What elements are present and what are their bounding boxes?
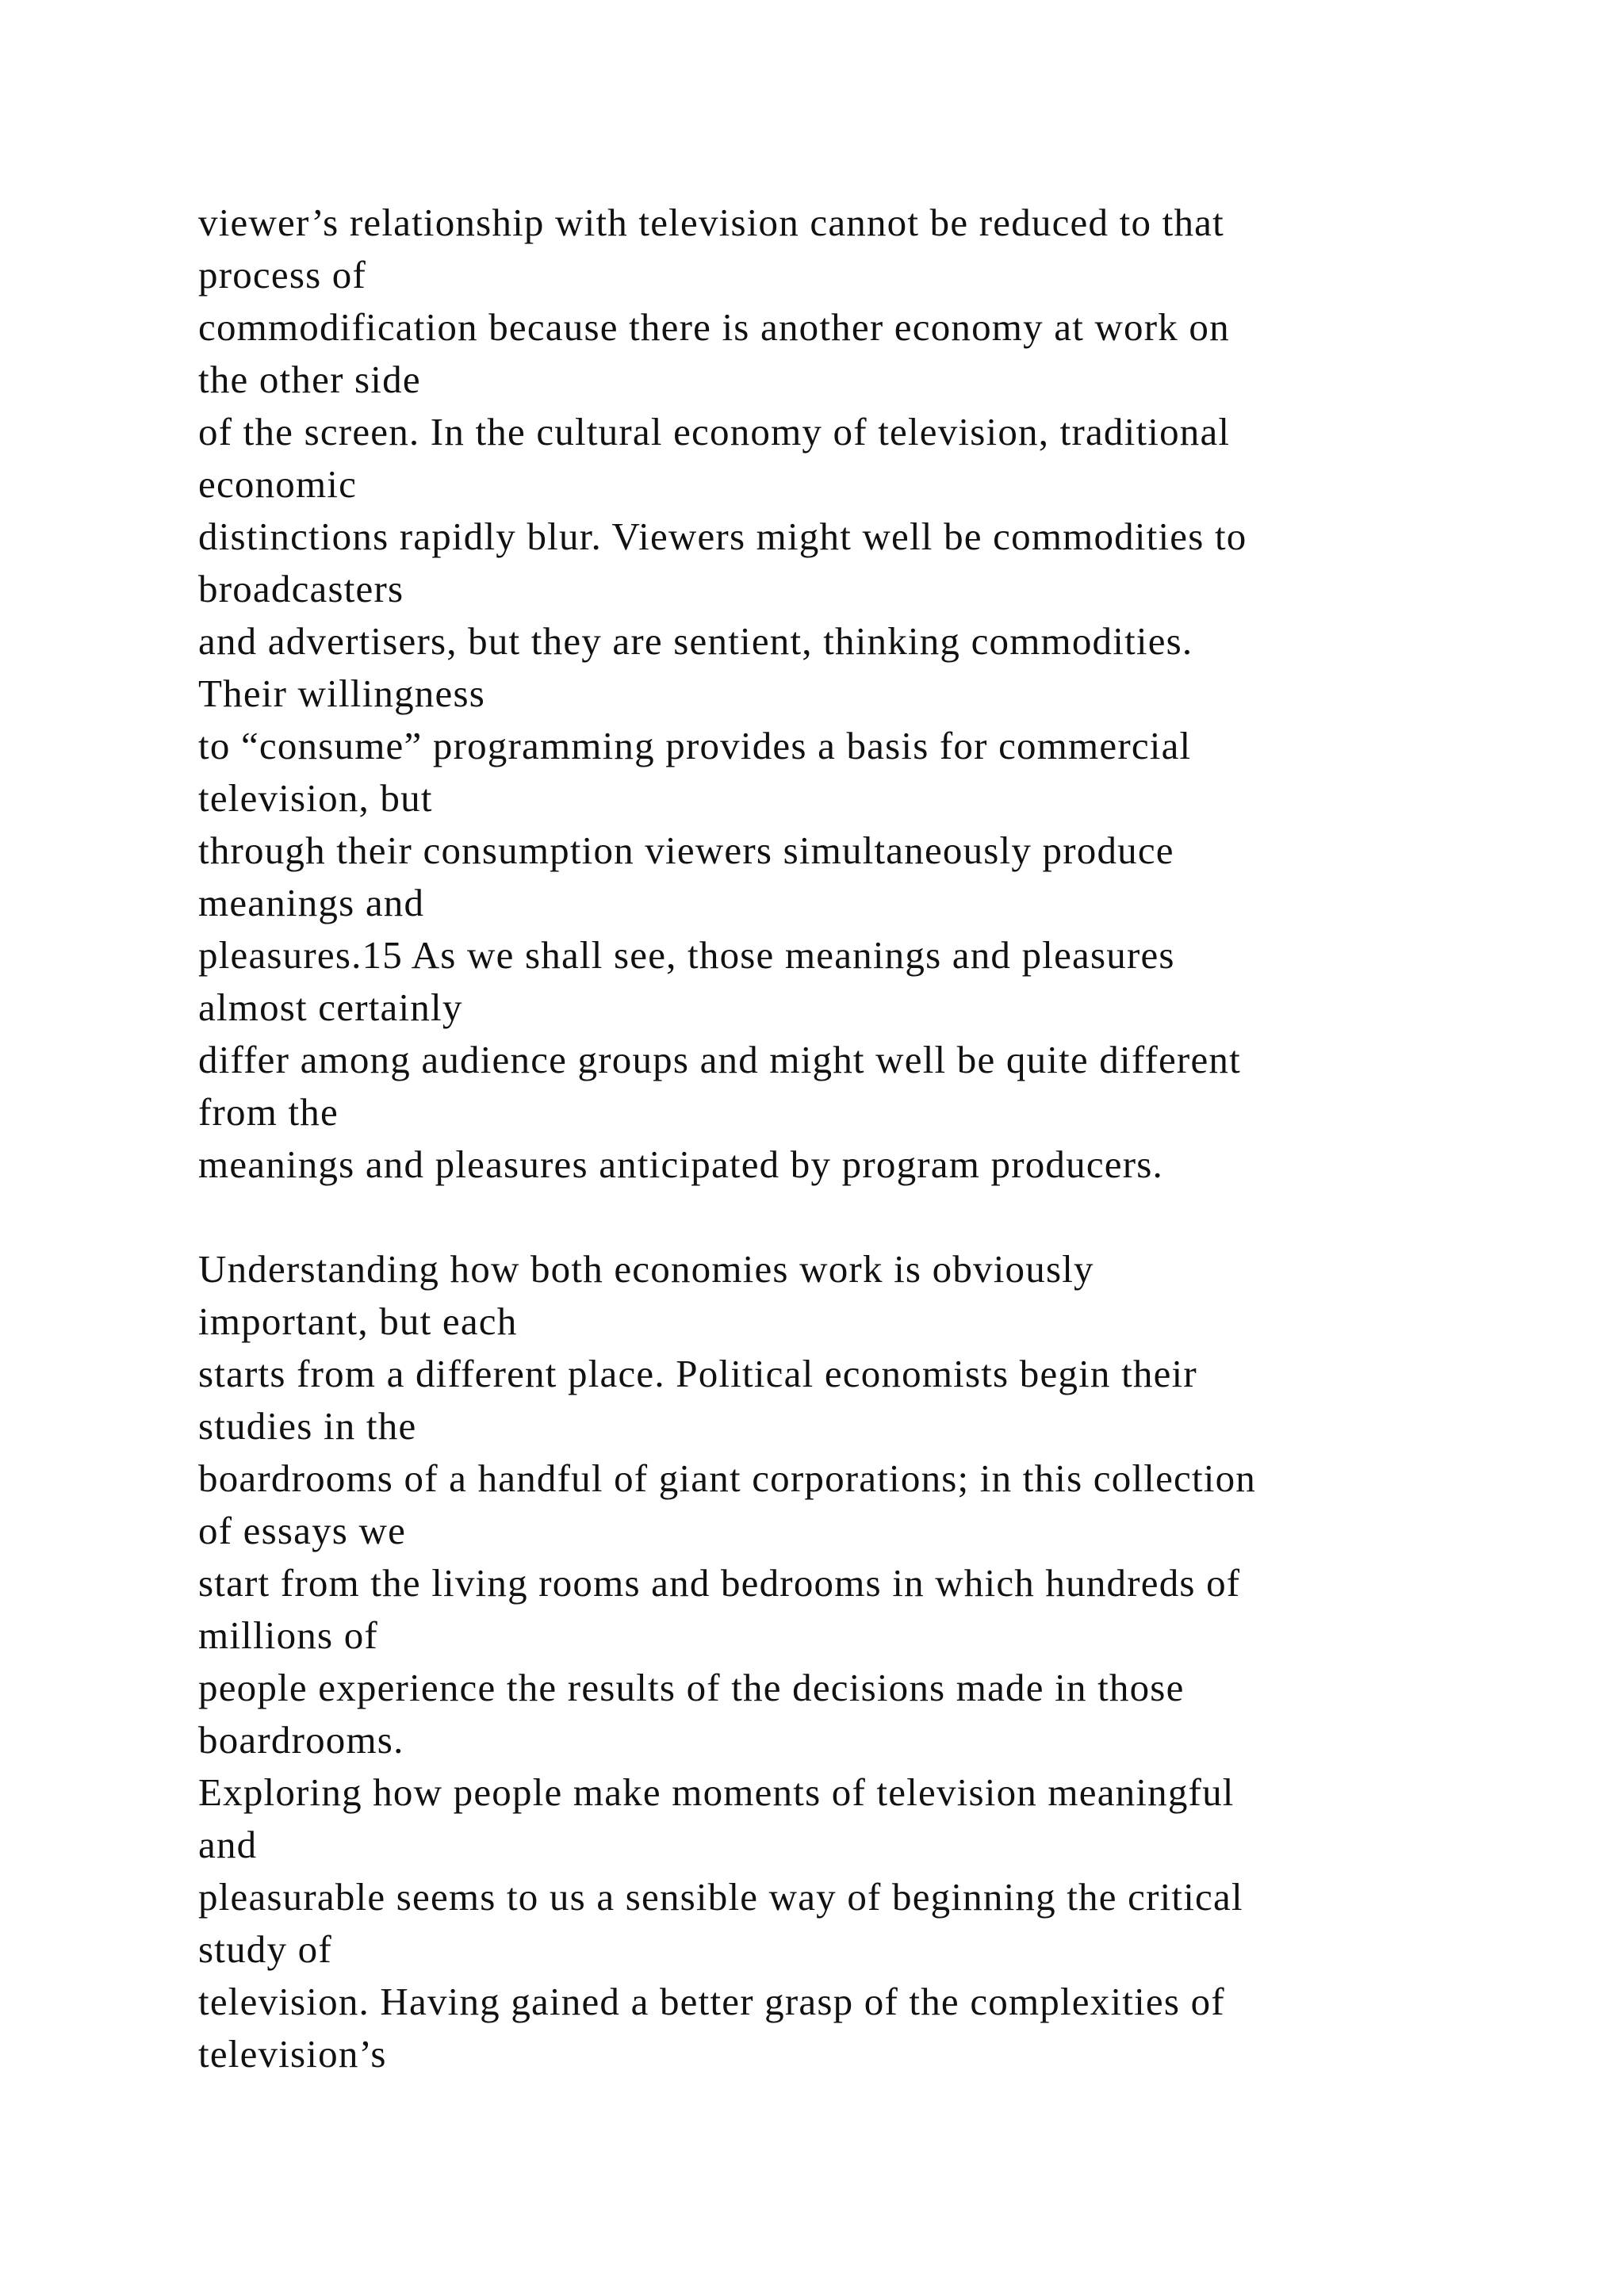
text-line: economic	[198, 462, 358, 506]
text-line: distinctions rapidly blur. Viewers might well be commodities to	[198, 515, 1247, 558]
text-line: from the	[198, 1090, 339, 1134]
text-line: of essays we	[198, 1509, 407, 1552]
text-line: process of	[198, 253, 367, 297]
text-line: television’s	[198, 2032, 387, 2076]
text-line: Their willingness	[198, 672, 485, 715]
paragraph-1	[198, 197, 1546, 1191]
text-line: television. Having gained a better grasp of the complexities of	[198, 1980, 1225, 2023]
text-line: starts from a different place. Political economists begin their	[198, 1352, 1197, 1395]
text-line: broadcasters	[198, 567, 404, 610]
text-line: commodification because there is another economy at work on	[198, 305, 1230, 349]
text-line: of the screen. In the cultural economy of television, traditional	[198, 410, 1231, 453]
text-line: important, but each	[198, 1299, 518, 1343]
text-line: studies in the	[198, 1404, 417, 1448]
text-line: Exploring how people make moments of television meaningful	[198, 1770, 1235, 1814]
text-line: viewer’s relationship with television cannot be reduced to that	[198, 201, 1224, 244]
text-line: pleasurable seems to us a sensible way of beginning the critical	[198, 1875, 1243, 1919]
text-line: study of	[198, 1927, 332, 1971]
paragraph-2	[198, 1243, 1546, 2080]
text-line: millions of	[198, 1613, 378, 1657]
paragraph-gap	[198, 1191, 1546, 1243]
text-line: people experience the results of the decisions made in those	[198, 1666, 1185, 1709]
text-line: boardrooms of a handful of giant corporations; in this collection	[198, 1456, 1257, 1500]
text-line: differ among audience groups and might well be quite different	[198, 1038, 1241, 1081]
text-line: boardrooms.	[198, 1718, 404, 1762]
text-line: almost certainly	[198, 985, 463, 1029]
text-line: Understanding how both economies work is obviously	[198, 1247, 1094, 1291]
body-text	[198, 197, 1546, 2080]
text-line: to “consume” programming provides a basis for commercial	[198, 724, 1192, 767]
text-line: through their consumption viewers simultaneously produce	[198, 828, 1174, 872]
text-line: pleasures.15 As we shall see, those meanings and pleasures	[198, 933, 1175, 977]
text-line: television, but	[198, 776, 433, 820]
text-line: meanings and pleasures anticipated by program producers.	[198, 1142, 1163, 1186]
text-line: meanings and	[198, 881, 425, 924]
text-line: the other side	[198, 358, 421, 401]
text-line: and	[198, 1823, 258, 1866]
text-line: start from the living rooms and bedrooms in which hundreds of	[198, 1561, 1241, 1605]
text-line: and advertisers, but they are sentient, thinking commodities.	[198, 619, 1193, 663]
